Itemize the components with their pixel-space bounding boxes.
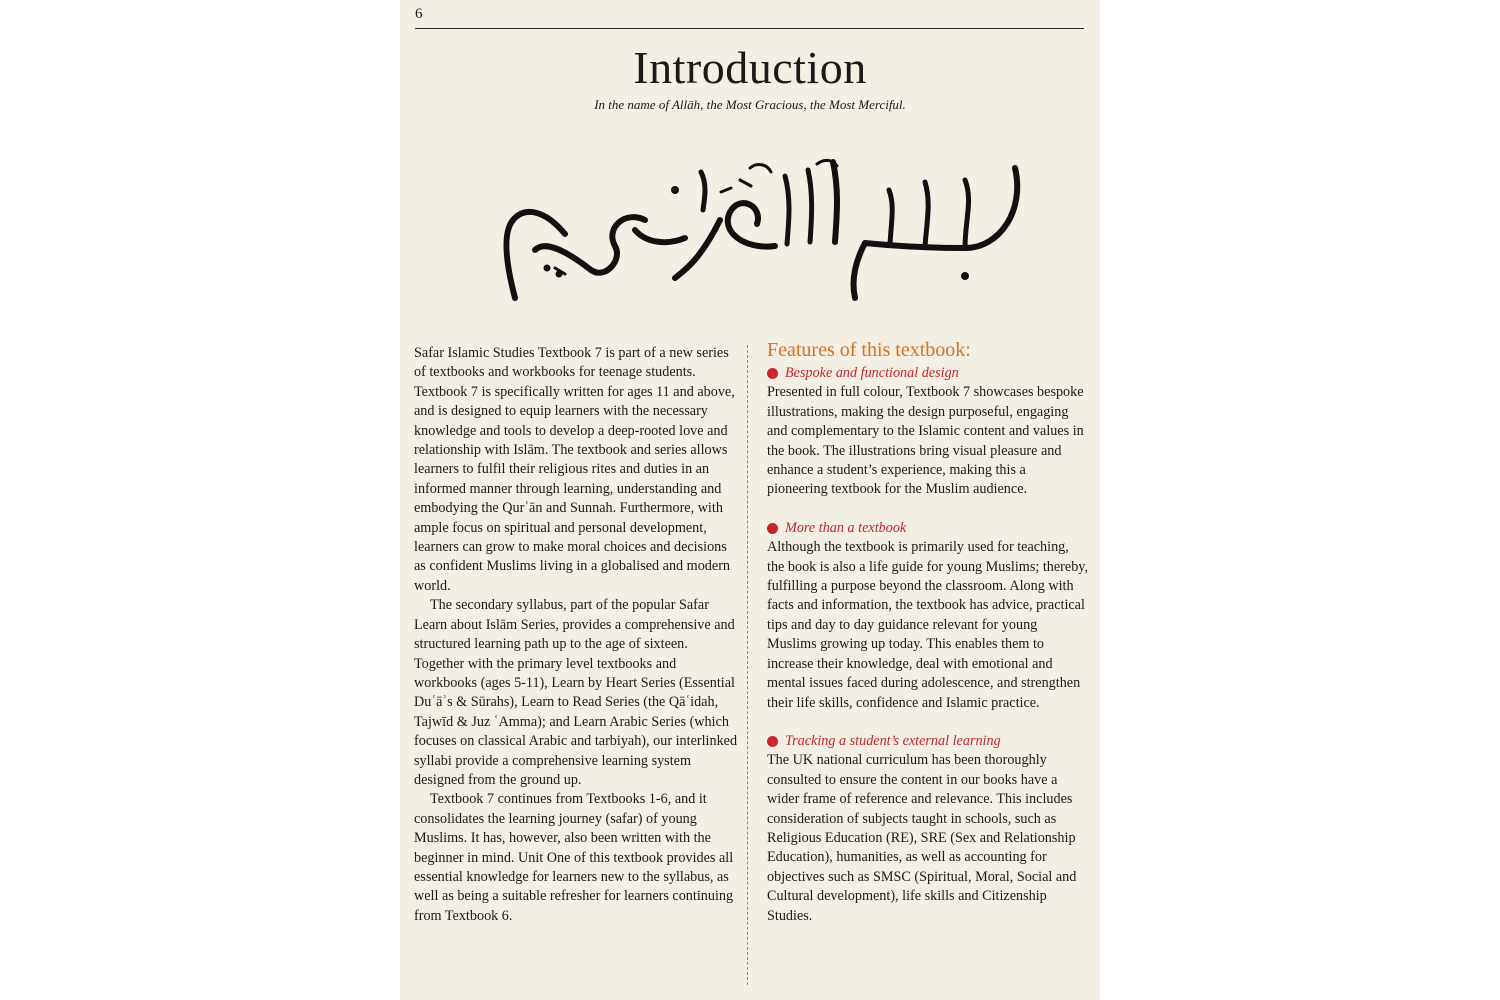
page-subtitle: In the name of Allāh, the Most Gracious, the Most Merciful. <box>594 97 906 112</box>
features-column <box>767 338 1089 945</box>
feature-title <box>767 732 1089 751</box>
header-rule <box>415 28 1084 29</box>
feature-body: Presented in full colour, Textbook 7 showcases bespoke illustrations, making the design purposeful, engaging and complementary to the Islamic content and values in the book. The illustrations bring visual pleasure and enhance a student’s experience, making this a pioneering textbook for the Muslim audience. <box>767 384 1084 498</box>
column-divider <box>747 345 748 985</box>
feature-body: The UK national curriculum has been thoroughly consulted to ensure the content in our books have a wider frame of reference and relevance. This includes consideration of subjects taught in schools, such as Religious Education (RE), SRE (Sex and Relationship Education), humanities, as well as accounting for objectives such as SMSC (Spiritual, Moral, Social and Cultural development), life skills and Citizenship Studies. <box>767 752 1077 924</box>
feature-body: Although the textbook is primarily used for teaching, the book is also a life guide for young Muslims; thereby, fulfilling a purpose beyond the classroom. Along with facts and information, the textbook has advice, practical tips and day to day guidance relevant for young Muslims growing up today. This enables them to increase their knowledge, deal with emotional and mental issues faced during adolescence, and strengthen their life skills, confidence and Islamic practice. <box>767 539 1089 711</box>
feature-title <box>767 364 1089 383</box>
feature-title-text: Bespoke and functional design <box>785 365 959 381</box>
feature-item <box>767 519 1089 713</box>
feature-title-text: Tracking a student’s external learning <box>785 732 1001 749</box>
feature-item <box>767 364 1089 500</box>
feature-title-text: More than a textbook <box>785 519 907 536</box>
feature-item <box>767 732 1089 926</box>
features-heading: Features of this textbook: <box>767 339 971 361</box>
intro-paragraph-2: The secondary syllabus, part of the popular Safar Learn about Islām Series, provides a comprehensive and structured learning path up to the age of sixteen. Together with the primary level textbooks and workbooks (ages 5-11), Learn by Heart Series (Essential Duʿāʾs & Sūrahs), Learn to Read Series (the Qāʿidah, Tajwīd & Juz ʿAmma); and Learn Arabic Series (which focuses on classical Arabic and tarbiyah), our interlinked syllabi provide a comprehensive learning system designed from the ground up. <box>414 597 738 788</box>
basmala-calligraphy <box>495 150 1035 310</box>
bullet-icon <box>767 523 778 534</box>
page-number: 6 <box>415 6 423 22</box>
bullet-icon <box>767 736 778 747</box>
intro-text-column <box>414 344 739 926</box>
bullet-icon <box>767 368 778 379</box>
book-page <box>400 0 1100 1000</box>
page-title: Introduction <box>633 42 867 93</box>
feature-title <box>767 519 1089 538</box>
intro-paragraph-1: Safar Islamic Studies Textbook 7 is part of a new series of textbooks and workbooks for teenage students. Textbook 7 is specifically written for ages 11 and above, and is designed to equip learners with the necessary knowledge and tools to develop a deep-rooted love and relationship with Islām. The textbook and series allows learners to fulfil their religious rites and duties in an informed manner through learning, understanding and embodying the Qurʾān and Sunnah. Furthermore, with ample focus on spiritual and personal development, learners can grow to make moral choices and decisions as confident Muslims living in a globalised and modern world. <box>414 345 735 594</box>
intro-paragraph-3: Textbook 7 continues from Textbooks 1-6, and it consolidates the learning journey (safar) of young Muslims. It has, however, also been written with the beginner in mind. Unit One of this textbook provides all essential knowledge for learners new to the syllabus, as well as being a suitable refresher for learners continuing from Textbook 6. <box>414 791 734 924</box>
